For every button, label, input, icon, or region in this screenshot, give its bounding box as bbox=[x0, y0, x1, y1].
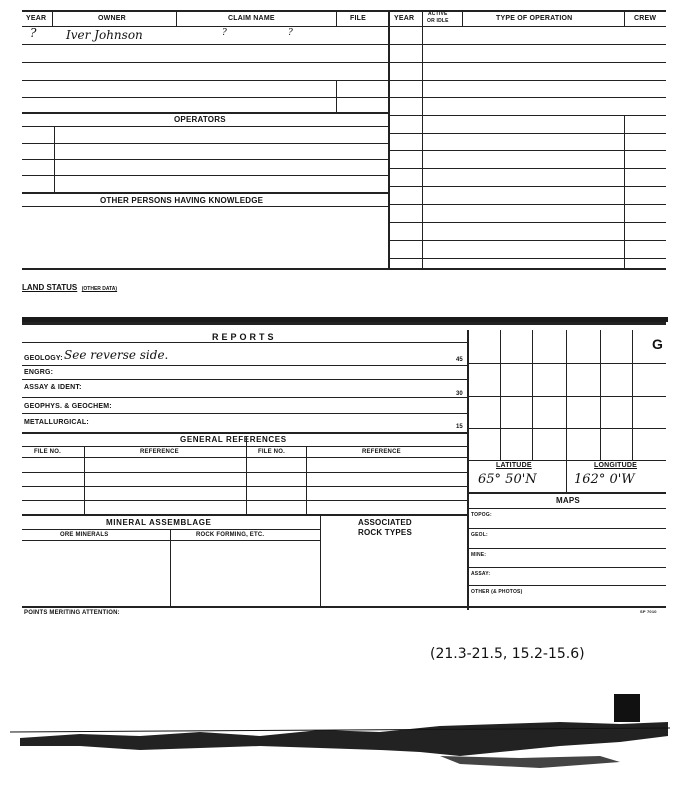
header-type-of-operation: TYPE OF OPERATION bbox=[496, 15, 573, 22]
corner-letter: G bbox=[652, 336, 663, 352]
other-persons-title: OTHER PERSONS HAVING KNOWLEDGE bbox=[100, 196, 264, 205]
reference-1: REFERENCE bbox=[140, 449, 179, 455]
scale-15: 15 bbox=[456, 424, 463, 430]
longitude-value: 162° 0'W bbox=[574, 472, 635, 487]
form-number: SP 7010 bbox=[640, 609, 657, 614]
longitude-label: LONGITUDE bbox=[594, 462, 638, 469]
associated-2: ROCK TYPES bbox=[358, 528, 413, 537]
header-owner: OWNER bbox=[98, 15, 126, 22]
scale-45: 45 bbox=[456, 357, 463, 363]
header-claim-name: CLAIM NAME bbox=[228, 15, 275, 22]
header-year: YEAR bbox=[26, 15, 47, 22]
operators-title: OPERATORS bbox=[174, 115, 226, 124]
land-status-label: LAND STATUS bbox=[22, 283, 78, 292]
header-active: ACTIVE bbox=[428, 11, 448, 17]
associated-1: ASSOCIATED bbox=[358, 518, 412, 527]
header-or-idle: OR IDLE bbox=[427, 18, 449, 24]
points-handwritten: (21.3-21.5, 15.2-15.6) bbox=[430, 646, 585, 662]
rock-forming: ROCK FORMING, ETC. bbox=[196, 532, 265, 538]
latitude-value: 65° 50'N bbox=[478, 472, 537, 487]
row1-owner: Iver Johnson bbox=[66, 28, 143, 42]
engrg-label: ENGRG: bbox=[24, 369, 54, 376]
file-no-1: FILE NO. bbox=[34, 449, 61, 455]
land-status-sub: (OTHER DATA) bbox=[81, 286, 118, 292]
file-no-2: FILE NO. bbox=[258, 449, 285, 455]
scale-30: 30 bbox=[456, 391, 463, 397]
other-photos-label: OTHER (& PHOTOS) bbox=[471, 589, 523, 595]
maps-label: MAPS bbox=[556, 496, 580, 505]
row1-claim-a: ? bbox=[222, 28, 227, 38]
latitude-label: LATITUDE bbox=[496, 462, 532, 469]
reference-2: REFERENCE bbox=[362, 449, 401, 455]
geology-value: See reverse side. bbox=[64, 348, 169, 362]
assay-map-label: ASSAY: bbox=[471, 571, 491, 577]
general-references-title: GENERAL REFERENCES bbox=[180, 435, 287, 444]
bottom-smudge bbox=[0, 712, 678, 792]
mine-label: MINE: bbox=[471, 552, 487, 558]
row1-claim-b: ? bbox=[288, 28, 293, 38]
header-year-2: YEAR bbox=[394, 15, 415, 22]
topog-label: TOPOG: bbox=[471, 512, 492, 518]
ore-minerals: ORE MINERALS bbox=[60, 532, 109, 538]
reports-title: REPORTS bbox=[212, 332, 277, 342]
geology-label: GEOLOGY: bbox=[24, 355, 63, 362]
header-file: FILE bbox=[350, 15, 366, 22]
geol-label: GEOL: bbox=[471, 532, 488, 538]
assay-label: ASSAY & IDENT: bbox=[24, 384, 82, 391]
geophys-label: GEOPHYS. & GEOCHEM: bbox=[24, 403, 112, 410]
mineral-assemblage-title: MINERAL ASSEMBLAGE bbox=[106, 518, 212, 527]
points-label: POINTS MERITING ATTENTION: bbox=[24, 610, 120, 616]
land-status bbox=[22, 277, 117, 295]
top-smudge bbox=[22, 317, 668, 322]
row1-year: ? bbox=[30, 26, 37, 40]
metallurgical-label: METALLURGICAL: bbox=[24, 419, 89, 426]
header-crew: CREW bbox=[634, 15, 657, 22]
